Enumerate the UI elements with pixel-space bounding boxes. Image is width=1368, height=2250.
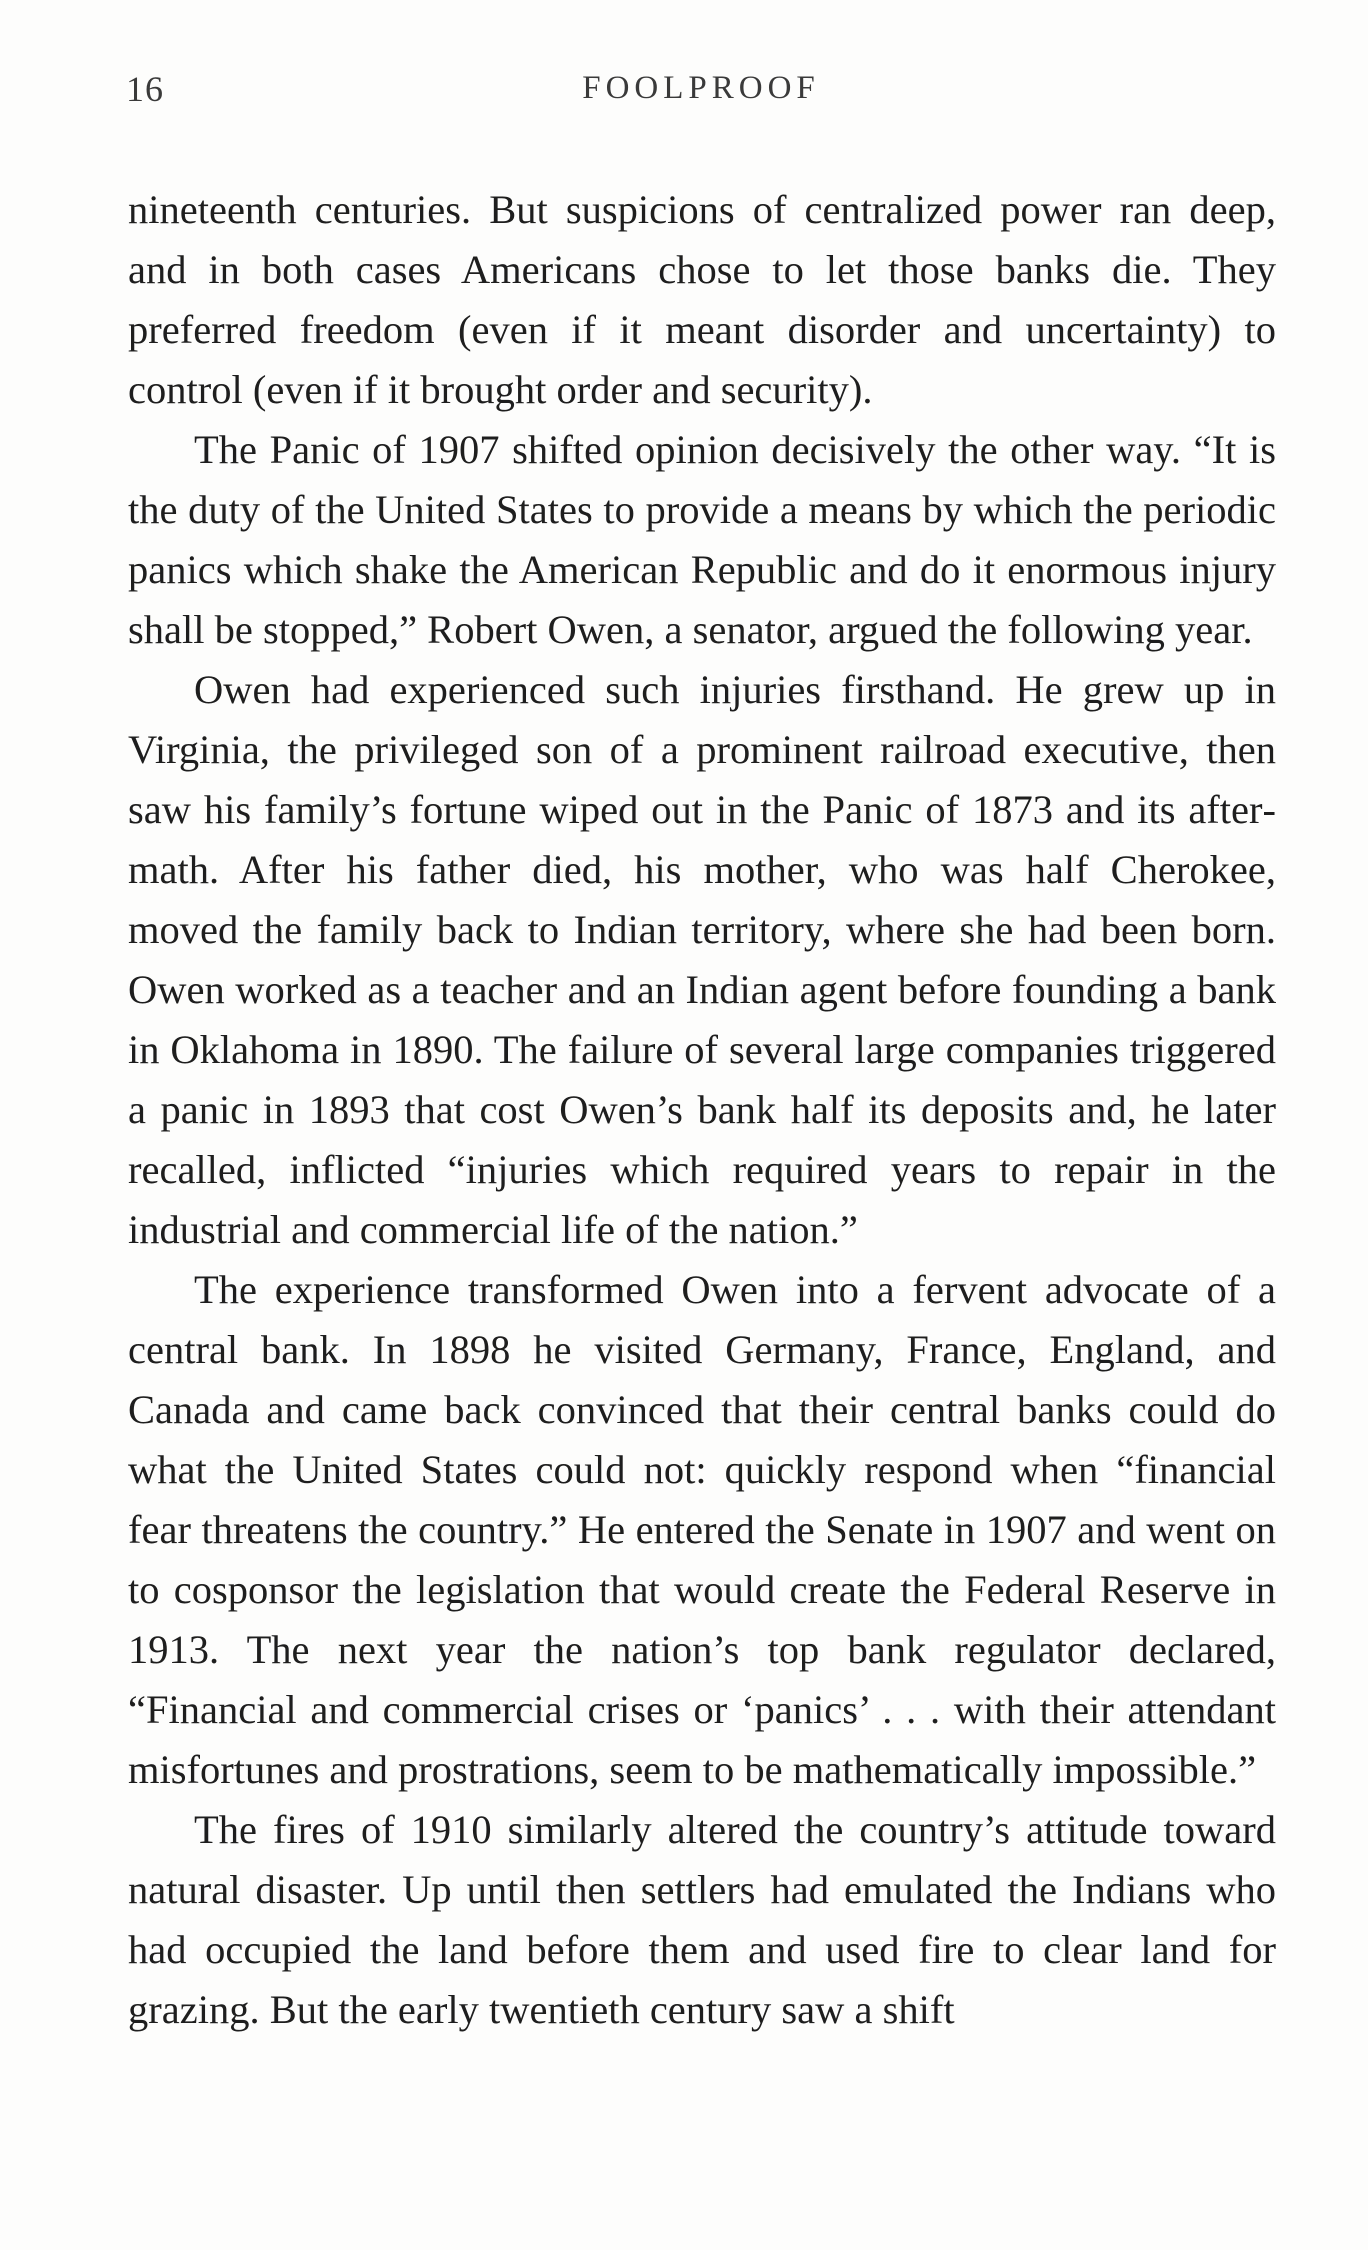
- paragraph-panic-of-1907: The Panic of 1907 shifted opinion decisively the other way. “It is the duty of the United States to provide a means by which the periodic panics which shake the American Republic and do it enormous injury shall be stopped,” Robert Owen, a senator, argued the following year.: [128, 427, 1276, 652]
- running-head: [126, 68, 1276, 118]
- page-number: 16: [126, 69, 164, 109]
- paragraph-central-bank: The experience transformed Owen into a fervent advocate of a central bank. In 1898 he visited Germany, France, England, and Canada and came back convinced that their central banks could do what the United States could not: quickly respond when “financial fear threatens the country.” He entered the Senate in 1907 and went on to cosponsor the legislation that would create the Federal Reserve in 1913. The next year the nation’s top bank regulator declared, “Financial and commercial crises or ‘panics’ . . . with their attendant misfortunes and prostrations, seem to be mathematically impossible.”: [128, 1267, 1276, 1792]
- paragraph-fires-of-1910: The fires of 1910 similarly altered the country’s attitude toward natural disaster. Up until then settlers had emulated the Indians who had occupied the land before them and used fire to clear land for grazing. But the early twentieth century saw a shift: [128, 1807, 1276, 2032]
- body-text: [128, 180, 1276, 2040]
- paragraph-continued: nineteenth centuries. But suspicions of centralized power ran deep, and in both cases Americans chose to let those banks die. They preferred freedom (even if it meant disorder and uncertainty) to control (even if it brought order and security).: [128, 187, 1276, 412]
- paragraph-owen-background: Owen had experienced such injuries firsthand. He grew up in Virginia, the privileged son of a prominent railroad executive, then saw his family’s fortune wiped out in the Panic of 1873 and its aftermath. After his father died, his mother, who was half Cherokee, moved the family back to Indian territory, where she had been born. Owen worked as a teacher and an Indian agent before founding a bank in Oklahoma in 1890. The failure of several large companies triggered a panic in 1893 that cost Owen’s bank half its deposits and, he later recalled, inflicted “injuries which required years to repair in the industrial and commercial life of the nation.”: [128, 667, 1276, 1252]
- book-title: FOOLPROOF: [582, 70, 820, 106]
